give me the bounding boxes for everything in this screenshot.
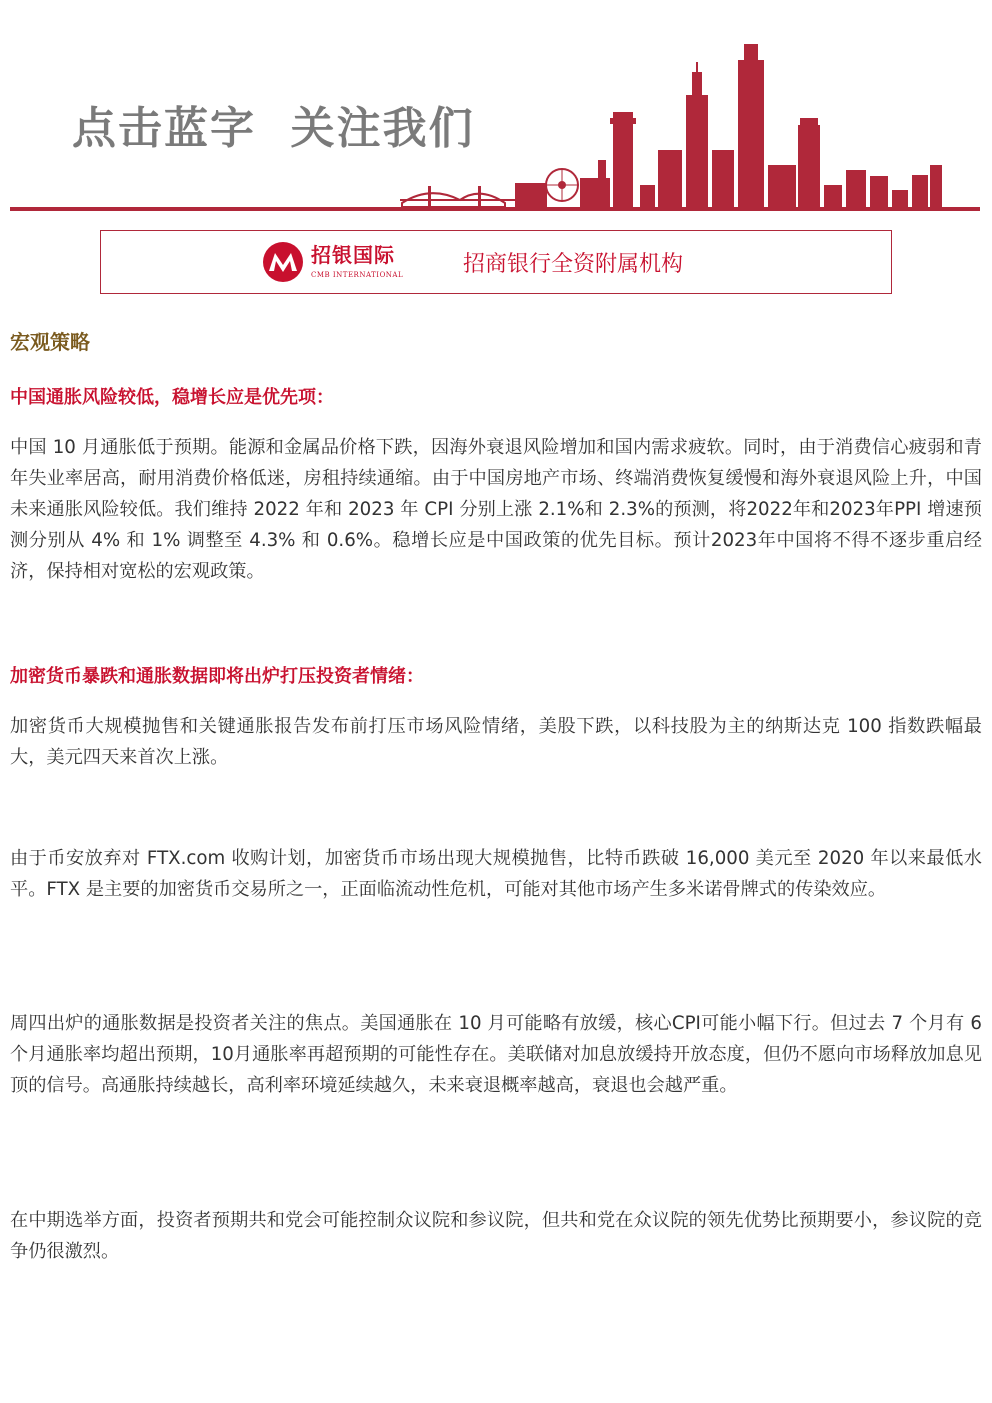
section-title: 宏观策略 — [10, 330, 90, 354]
block-heading: 加密货币暴跌和通胀数据即将出炉打压投资者情绪： — [10, 666, 424, 687]
follow-us-title: 点击蓝字 关注我们 — [72, 103, 475, 154]
brand-tagline: 招商银行全资附属机构 — [463, 252, 684, 277]
paragraph: 中国 10 月通胀低于预期。能源和金属品价格下跌，因海外衰退风险增加和国内需求疲软。同时，由于消费信心疲弱和青年失业率居高，耐用消费价格低迷，房租持续通缩。由于中国房地产市场、终端消费恢复缓慢和海外衰退风险上升，中国未来通胀风险较低。我们维持 2022 年和 2023 年 CPI 分别上涨 2.1%和 2.3%的预测，将2022年和2023年PPI 增速预测分别从 4% 和 1% 调整至 4.3% 和 0.6%。稳增长应是中国政策的优先目标。预计2023年中国将不得不逐步重启经济，保持相对宽松的宏观政策。 — [10, 437, 982, 582]
brand-name-en: CMB INTERNATIONAL — [311, 271, 404, 279]
paragraph: 周四出炉的通胀数据是投资者关注的焦点。美国通胀在 10 月可能略有放缓，核心CPI可能小幅下行。但过去 7 个月有 6 个月通胀率均超出预期，10月通胀率再超预期的可能性存在。美联储对加息放缓持开放态度，但仍不愿向市场释放加息见顶的信号。高通胀持续越长，高利率环境延续越久，未来衰退概率越高，衰退也会越严重。 — [10, 1013, 982, 1096]
paragraph: 由于币安放弃对 FTX.com 收购计划，加密货币市场出现大规模抛售，比特币跌破 16,000 美元至 2020 年以来最低水平。FTX 是主要的加密货币交易所之一，正面临流动性危机，可能对其他市场产生多米诺骨牌式的传染效应。 — [10, 848, 982, 900]
page-header — [0, 0, 992, 215]
paragraph: 加密货币大规模抛售和关键通胀报告发布前打压市场风险情绪，美股下跌，以科技股为主的纳斯达克 100 指数跌幅最大，美元四天来首次上涨。 — [10, 716, 982, 768]
block-heading: 中国通胀风险较低，稳增长应是优先项： — [10, 387, 334, 408]
brand-banner — [100, 230, 892, 294]
brand-name-cn: 招银国际 — [311, 243, 395, 267]
cmb-logo-icon — [261, 241, 305, 283]
paragraph: 在中期选举方面，投资者预期共和党会可能控制众议院和参议院，但共和党在众议院的领先优势比预期要小，参议院的竞争仍很激烈。 — [10, 1210, 982, 1262]
